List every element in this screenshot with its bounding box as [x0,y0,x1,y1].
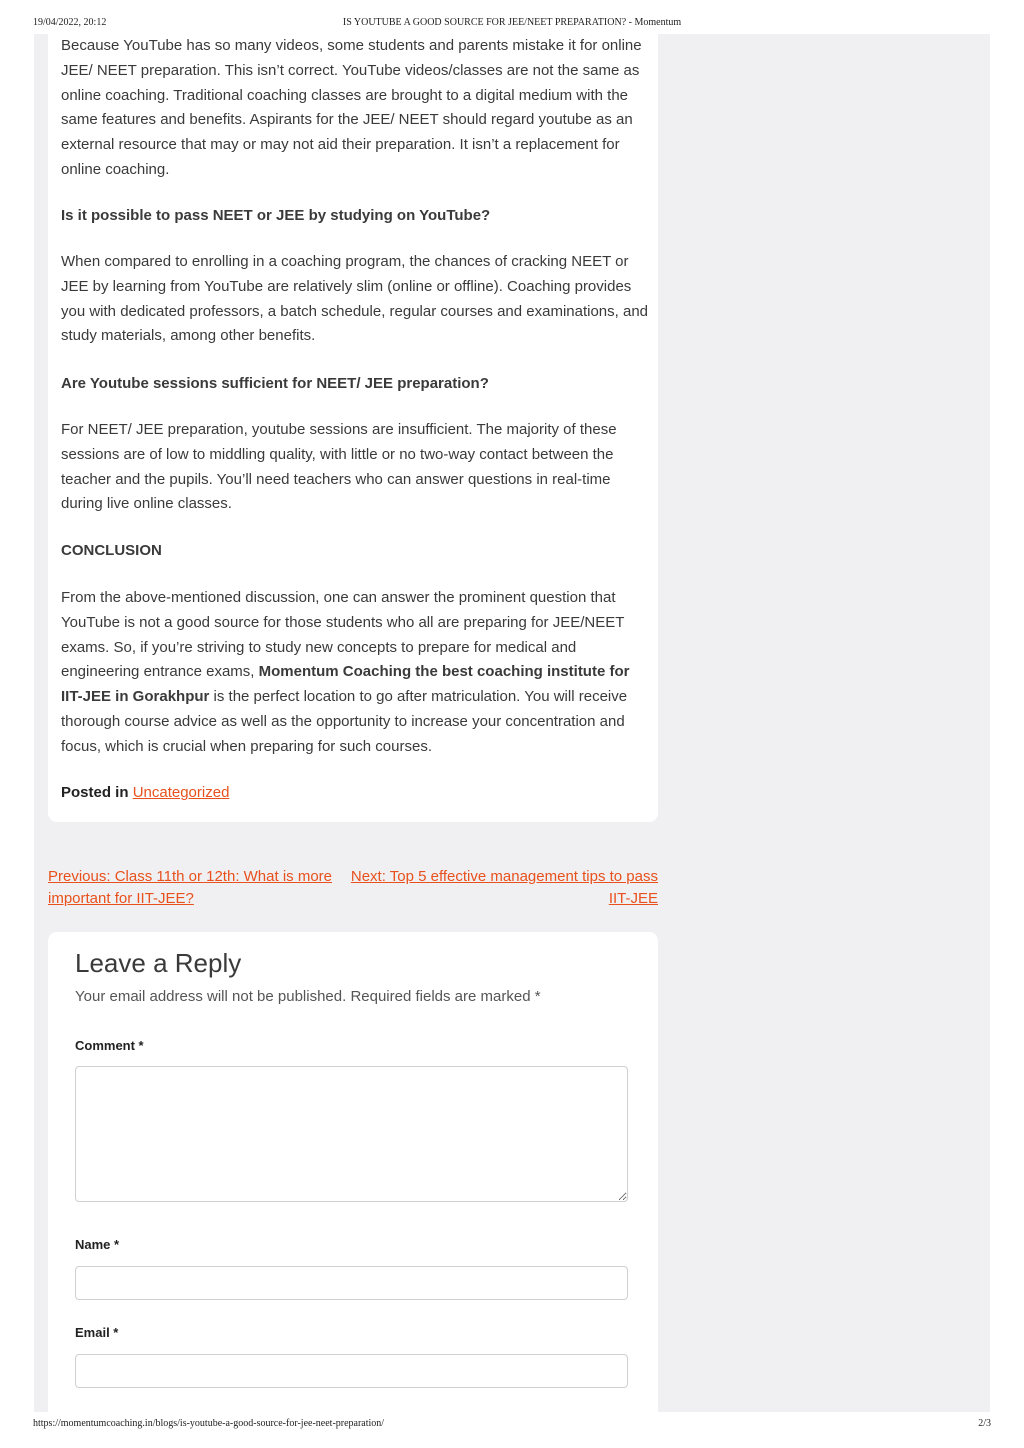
print-page-number: 2/3 [978,1418,991,1429]
print-title: IS YOUTUBE A GOOD SOURCE FOR JEE/NEET PREPARATION? - Momentum [342,17,682,28]
posted-in [61,781,651,806]
name-input[interactable] [75,1266,628,1300]
reply-form-card [48,932,658,1422]
conclusion-highlight: Momentum Coaching the best coaching institute for IIT-JEE in Gorakhpur [61,663,630,706]
article-paragraph-1: Because YouTube has so many videos, some students and parents mistake it for online JEE/ NEET preparation. This isn’t correct. YouTube videos/classes are not the same as online coaching. Traditional coaching classes are brought to a digital medium with the same features and benefits. Aspirants for the JEE/ NEET should regard youtube as an external resource that may or may not aid their preparation. It isn’t a replacement for online coaching. [61,37,642,178]
name-label: Name * [75,1237,120,1252]
print-header [33,17,991,31]
print-url: https://momentumcoaching.in/blogs/is-youtube-a-good-source-for-jee-neet-preparation/ [33,1418,385,1429]
category-link[interactable]: Uncategorized [132,784,230,801]
email-label: Email * [75,1325,119,1340]
article-heading-3: CONCLUSION [61,542,162,559]
conclusion-text-end: is the perfect location to go after matriculation. You will receive thorough course advice as well as the opportunity to increase your concentration and focus, which is crucial when preparing for such courses. [61,688,628,755]
previous-post-link[interactable]: Previous: Class 11th or 12th: What is more important for IIT-JEE? [48,868,333,907]
article-heading-1: Is it possible to pass NEET or JEE by studying on YouTube? [61,207,491,224]
reply-note: Your email address will not be published. Required fields are marked * [75,988,541,1005]
comment-label: Comment * [75,1038,144,1053]
article-paragraph-2: When compared to enrolling in a coaching program, the chances of cracking NEET or JEE by learning from YouTube are relatively slim (online or offline). Coaching provides you with dedicated professors, a batch schedule, regular courses and examinations, and study materials, among other benefits. [61,253,649,345]
conclusion-text-start: From the above-mentioned discussion, one can answer the prominent question that YouTube is not a good source for those students who all are preparing for JEE/NEET exams. So, if you’re striving to study new concepts to prepare for medical and engineering entrance exams, [61,589,625,681]
article-paragraph-4 [61,586,651,760]
email-input[interactable] [75,1354,628,1388]
reply-title: Leave a Reply [75,948,242,978]
page-background [34,34,990,1412]
posted-in-label: Posted in [61,784,129,801]
next-post-link[interactable]: Next: Top 5 effective management tips to pass IIT-JEE [350,868,658,907]
print-footer [33,1418,991,1432]
article-card [48,34,658,822]
article-heading-2: Are Youtube sessions sufficient for NEET/ JEE preparation? [61,375,489,392]
comment-textarea[interactable] [75,1066,628,1202]
print-date: 19/04/2022, 20:12 [33,17,107,28]
article-paragraph-3: For NEET/ JEE preparation, youtube sessions are insufficient. The majority of these sessions are of low to middling quality, with little or no two-way contact between the teacher and the pupils. You’ll need teachers who can answer questions in real-time during live online classes. [61,421,617,513]
